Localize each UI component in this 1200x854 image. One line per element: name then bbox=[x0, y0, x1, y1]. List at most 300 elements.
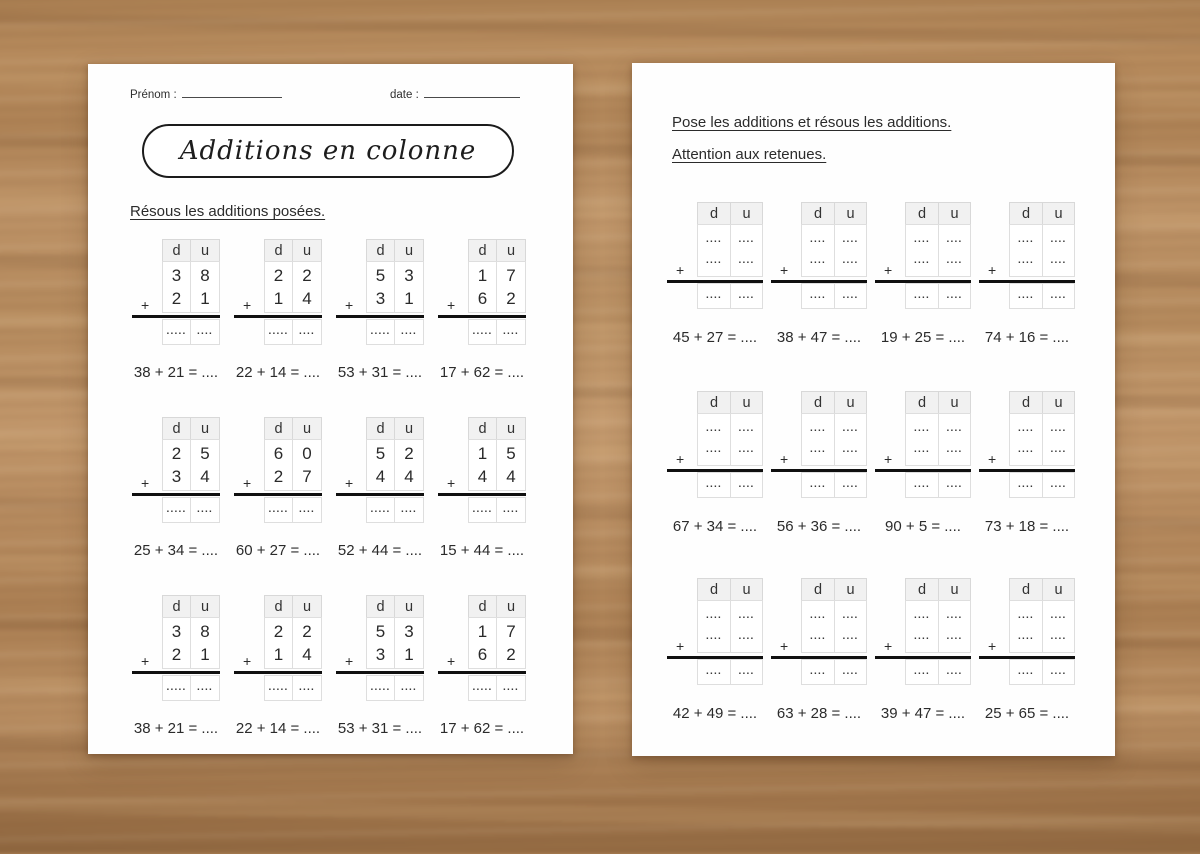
sum-line bbox=[771, 656, 867, 659]
addition-problem bbox=[336, 595, 424, 747]
units-result-cell[interactable]: .... bbox=[731, 659, 763, 685]
units-header: u bbox=[939, 578, 971, 601]
units-result-cell[interactable]: .... bbox=[395, 319, 424, 345]
units-header: u bbox=[191, 417, 220, 440]
units-result-cell[interactable]: .... bbox=[835, 283, 867, 309]
units-top-digit: 5 bbox=[506, 444, 516, 464]
problem-label: 63 + 28 = .... bbox=[776, 705, 862, 722]
plus-sign: + bbox=[988, 451, 997, 467]
tens-result-cell[interactable]: ..... bbox=[162, 497, 191, 523]
units-bottom-digit: 4 bbox=[404, 466, 414, 486]
plus-sign: + bbox=[243, 297, 252, 313]
tens-header: d bbox=[468, 417, 497, 440]
tens-bottom-digit: 6 bbox=[477, 644, 488, 664]
tens-header: d bbox=[264, 417, 293, 440]
sum-line bbox=[979, 469, 1075, 472]
write-slot-dots: .... bbox=[914, 610, 930, 622]
tens-top-digit: 1 bbox=[477, 622, 488, 642]
problem-label: 42 + 49 = .... bbox=[672, 705, 758, 722]
units-top-digit: 0 bbox=[302, 444, 312, 464]
units-top-digit: 3 bbox=[404, 622, 414, 642]
tens-column[interactable] bbox=[697, 413, 731, 466]
sum-line bbox=[438, 315, 526, 318]
units-bottom-digit: 4 bbox=[302, 644, 312, 664]
addition-problem bbox=[667, 202, 763, 356]
addition-problem bbox=[979, 578, 1075, 732]
problems-row bbox=[132, 595, 526, 747]
problems-row bbox=[667, 202, 1075, 356]
du-grid bbox=[468, 417, 526, 523]
write-slot-dots: .... bbox=[810, 630, 826, 642]
addition-problem bbox=[438, 417, 526, 569]
tens-header: d bbox=[697, 578, 731, 601]
units-bottom-digit: 4 bbox=[506, 466, 516, 486]
write-slot-dots: .... bbox=[1050, 443, 1067, 455]
sum-line bbox=[234, 315, 322, 318]
write-slot-dots: .... bbox=[738, 610, 755, 622]
problem-label: 25 + 65 = .... bbox=[984, 705, 1070, 722]
units-header: u bbox=[835, 202, 867, 225]
write-slot-dots: .... bbox=[842, 630, 859, 642]
tens-result-cell[interactable]: .... bbox=[905, 659, 939, 685]
tens-result-cell[interactable]: ..... bbox=[468, 497, 497, 523]
sum-line bbox=[438, 493, 526, 496]
tens-result-cell[interactable]: ..... bbox=[366, 497, 395, 523]
prenom-label: Prénom : bbox=[130, 89, 177, 101]
problems-row bbox=[667, 578, 1075, 732]
du-grid bbox=[697, 202, 763, 309]
units-result-cell[interactable]: .... bbox=[1043, 283, 1075, 309]
addition-problem bbox=[336, 417, 424, 569]
plus-sign: + bbox=[988, 638, 997, 654]
units-header: u bbox=[731, 202, 763, 225]
tens-result-cell[interactable]: .... bbox=[1009, 659, 1043, 685]
write-slot-dots: .... bbox=[706, 423, 722, 435]
write-slot-dots: .... bbox=[914, 443, 930, 455]
addition-problem bbox=[132, 417, 220, 569]
units-bottom-digit: 2 bbox=[506, 644, 516, 664]
write-slot-dots: .... bbox=[810, 234, 826, 246]
units-top-digit: 2 bbox=[404, 444, 414, 464]
tens-column[interactable] bbox=[697, 224, 731, 277]
tens-column bbox=[162, 617, 191, 669]
addition-problem bbox=[667, 578, 763, 732]
addition-problem bbox=[979, 202, 1075, 356]
units-result-cell[interactable]: .... bbox=[1043, 472, 1075, 498]
units-result-cell[interactable]: .... bbox=[835, 659, 867, 685]
units-column bbox=[395, 261, 424, 313]
write-slot-dots: .... bbox=[946, 234, 963, 246]
du-grid bbox=[801, 578, 867, 685]
tens-column[interactable] bbox=[801, 413, 835, 466]
units-top-digit: 8 bbox=[200, 266, 210, 286]
sum-line bbox=[234, 493, 322, 496]
problem-label: 39 + 47 = .... bbox=[880, 705, 966, 722]
units-header: u bbox=[731, 578, 763, 601]
write-slot-dots: .... bbox=[706, 610, 722, 622]
plus-sign: + bbox=[243, 653, 252, 669]
tens-bottom-digit: 3 bbox=[375, 288, 386, 308]
worksheet-title: Additions en colonne bbox=[179, 136, 477, 166]
units-bottom-digit: 7 bbox=[302, 466, 312, 486]
right-page-instruction-1: Pose les additions et résous les additions. bbox=[672, 114, 952, 131]
units-column[interactable] bbox=[731, 413, 763, 466]
tens-header: d bbox=[1009, 391, 1043, 414]
plus-sign: + bbox=[676, 638, 685, 654]
units-column bbox=[395, 617, 424, 669]
tens-column[interactable] bbox=[905, 224, 939, 277]
tens-header: d bbox=[905, 391, 939, 414]
du-grid bbox=[801, 202, 867, 309]
tens-top-digit: 1 bbox=[477, 266, 488, 286]
sum-line bbox=[979, 280, 1075, 283]
problem-label: 74 + 16 = .... bbox=[984, 329, 1070, 346]
tens-column[interactable] bbox=[1009, 224, 1043, 277]
units-column[interactable] bbox=[731, 224, 763, 277]
sum-line bbox=[667, 656, 763, 659]
tens-result-cell[interactable]: ..... bbox=[468, 675, 497, 701]
units-top-digit: 2 bbox=[302, 266, 312, 286]
addition-problem bbox=[875, 202, 971, 356]
du-grid bbox=[905, 202, 971, 309]
date-blank-line[interactable] bbox=[424, 86, 520, 98]
tens-result-cell[interactable]: ..... bbox=[468, 319, 497, 345]
units-column bbox=[293, 617, 322, 669]
write-slot-dots: .... bbox=[842, 254, 859, 266]
units-top-digit: 5 bbox=[200, 444, 210, 464]
tens-result-cell[interactable]: ..... bbox=[162, 319, 191, 345]
tens-result-cell[interactable]: ..... bbox=[264, 319, 293, 345]
tens-header: d bbox=[801, 202, 835, 225]
worksheet-page-right bbox=[632, 63, 1115, 756]
tens-header: d bbox=[366, 417, 395, 440]
tens-header: d bbox=[162, 417, 191, 440]
sum-line bbox=[771, 280, 867, 283]
units-column bbox=[293, 261, 322, 313]
sum-line bbox=[336, 671, 424, 674]
units-column bbox=[395, 439, 424, 491]
units-column bbox=[497, 617, 526, 669]
units-header: u bbox=[1043, 391, 1075, 414]
write-slot-dots: .... bbox=[914, 234, 930, 246]
tens-column[interactable] bbox=[1009, 600, 1043, 653]
sum-line bbox=[667, 469, 763, 472]
tens-column[interactable] bbox=[801, 224, 835, 277]
tens-result-cell[interactable]: ..... bbox=[366, 319, 395, 345]
units-column[interactable] bbox=[1043, 224, 1075, 277]
tens-column[interactable] bbox=[905, 413, 939, 466]
write-slot-dots: .... bbox=[1050, 610, 1067, 622]
units-column[interactable] bbox=[835, 600, 867, 653]
problems-row bbox=[132, 239, 526, 391]
prenom-field bbox=[130, 86, 282, 101]
sum-line bbox=[336, 315, 424, 318]
tens-top-digit: 3 bbox=[171, 266, 182, 286]
write-slot-dots: .... bbox=[914, 423, 930, 435]
tens-header: d bbox=[1009, 578, 1043, 601]
plus-sign: + bbox=[447, 653, 456, 669]
problem-label: 52 + 44 = .... bbox=[337, 542, 423, 559]
right-page-instruction-2: Attention aux retenues. bbox=[672, 146, 827, 163]
tens-result-cell[interactable]: .... bbox=[905, 472, 939, 498]
units-header: u bbox=[191, 239, 220, 262]
tens-result-cell[interactable]: ..... bbox=[162, 675, 191, 701]
write-slot-dots: .... bbox=[946, 630, 963, 642]
tens-top-digit: 1 bbox=[477, 444, 488, 464]
addition-problem bbox=[438, 239, 526, 391]
tens-top-digit: 3 bbox=[171, 622, 182, 642]
units-result-cell[interactable]: .... bbox=[293, 675, 322, 701]
du-grid bbox=[264, 417, 322, 523]
tens-column bbox=[468, 439, 497, 491]
plus-sign: + bbox=[447, 475, 456, 491]
sum-line bbox=[979, 656, 1075, 659]
tens-result-cell[interactable]: .... bbox=[801, 283, 835, 309]
units-result-cell[interactable]: .... bbox=[731, 283, 763, 309]
sum-line bbox=[875, 469, 971, 472]
units-bottom-digit: 4 bbox=[200, 466, 210, 486]
write-slot-dots: .... bbox=[706, 630, 722, 642]
addition-problem bbox=[771, 391, 867, 545]
units-result-cell[interactable]: .... bbox=[835, 472, 867, 498]
write-slot-dots: .... bbox=[914, 630, 930, 642]
write-slot-dots: .... bbox=[706, 443, 722, 455]
units-bottom-digit: 1 bbox=[200, 288, 210, 308]
write-slot-dots: .... bbox=[842, 423, 859, 435]
tens-column bbox=[162, 439, 191, 491]
write-slot-dots: .... bbox=[1050, 630, 1067, 642]
units-result-cell[interactable]: .... bbox=[191, 497, 220, 523]
addition-problem bbox=[132, 595, 220, 747]
problem-label: 73 + 18 = .... bbox=[984, 518, 1070, 535]
units-result-cell[interactable]: .... bbox=[1043, 659, 1075, 685]
units-result-cell[interactable]: .... bbox=[395, 497, 424, 523]
tens-header: d bbox=[162, 595, 191, 618]
units-top-digit: 8 bbox=[200, 622, 210, 642]
problems-row bbox=[132, 417, 526, 569]
tens-column[interactable] bbox=[1009, 413, 1043, 466]
plus-sign: + bbox=[676, 451, 685, 467]
worksheet-page-left bbox=[88, 64, 573, 754]
problem-label: 90 + 5 = .... bbox=[885, 518, 961, 535]
units-result-cell[interactable]: .... bbox=[731, 472, 763, 498]
write-slot-dots: .... bbox=[1018, 423, 1034, 435]
du-grid bbox=[366, 239, 424, 345]
write-slot-dots: .... bbox=[946, 443, 963, 455]
tens-bottom-digit: 2 bbox=[171, 288, 182, 308]
units-header: u bbox=[1043, 202, 1075, 225]
sum-line bbox=[771, 469, 867, 472]
write-slot-dots: .... bbox=[738, 443, 755, 455]
write-slot-dots: .... bbox=[810, 254, 826, 266]
sum-line bbox=[875, 656, 971, 659]
du-grid bbox=[905, 391, 971, 498]
units-header: u bbox=[497, 417, 526, 440]
write-slot-dots: .... bbox=[1018, 234, 1034, 246]
write-slot-dots: .... bbox=[706, 254, 722, 266]
units-column bbox=[497, 439, 526, 491]
units-header: u bbox=[293, 595, 322, 618]
plus-sign: + bbox=[345, 297, 354, 313]
tens-top-digit: 5 bbox=[375, 444, 386, 464]
plus-sign: + bbox=[676, 262, 685, 278]
plus-sign: + bbox=[447, 297, 456, 313]
problem-label: 17 + 62 = .... bbox=[439, 720, 525, 737]
tens-bottom-digit: 2 bbox=[171, 644, 182, 664]
units-column[interactable] bbox=[1043, 413, 1075, 466]
units-result-cell[interactable]: .... bbox=[939, 283, 971, 309]
problem-label: 22 + 14 = .... bbox=[235, 364, 321, 381]
write-slot-dots: .... bbox=[738, 234, 755, 246]
units-column bbox=[293, 439, 322, 491]
tens-header: d bbox=[697, 202, 731, 225]
units-header: u bbox=[1043, 578, 1075, 601]
units-header: u bbox=[939, 202, 971, 225]
title-box bbox=[142, 124, 514, 178]
problem-label: 22 + 14 = .... bbox=[235, 720, 321, 737]
tens-result-cell[interactable]: ..... bbox=[264, 497, 293, 523]
units-result-cell[interactable]: .... bbox=[293, 497, 322, 523]
units-column[interactable] bbox=[939, 224, 971, 277]
tens-header: d bbox=[162, 239, 191, 262]
prenom-blank-line[interactable] bbox=[182, 86, 282, 98]
addition-problem bbox=[336, 239, 424, 391]
tens-header: d bbox=[905, 202, 939, 225]
addition-problem bbox=[132, 239, 220, 391]
tens-result-cell[interactable]: .... bbox=[697, 283, 731, 309]
problem-label: 53 + 31 = .... bbox=[337, 720, 423, 737]
du-grid bbox=[1009, 202, 1075, 309]
write-slot-dots: .... bbox=[1018, 610, 1034, 622]
du-grid bbox=[162, 417, 220, 523]
tens-column[interactable] bbox=[697, 600, 731, 653]
units-result-cell[interactable]: .... bbox=[939, 472, 971, 498]
tens-result-cell[interactable]: .... bbox=[905, 283, 939, 309]
write-slot-dots: .... bbox=[1018, 254, 1034, 266]
write-slot-dots: .... bbox=[810, 610, 826, 622]
plus-sign: + bbox=[988, 262, 997, 278]
units-result-cell[interactable]: .... bbox=[191, 319, 220, 345]
tens-header: d bbox=[468, 595, 497, 618]
tens-result-cell[interactable]: .... bbox=[801, 472, 835, 498]
plus-sign: + bbox=[141, 653, 150, 669]
tens-result-cell[interactable]: ..... bbox=[264, 675, 293, 701]
problem-label: 25 + 34 = .... bbox=[133, 542, 219, 559]
write-slot-dots: .... bbox=[842, 610, 859, 622]
plus-sign: + bbox=[884, 262, 893, 278]
units-top-digit: 2 bbox=[302, 622, 312, 642]
units-result-cell[interactable]: .... bbox=[293, 319, 322, 345]
du-grid bbox=[697, 391, 763, 498]
sum-line bbox=[132, 315, 220, 318]
tens-result-cell[interactable]: .... bbox=[697, 472, 731, 498]
tens-bottom-digit: 4 bbox=[375, 466, 386, 486]
tens-column bbox=[366, 261, 395, 313]
tens-result-cell[interactable]: .... bbox=[1009, 283, 1043, 309]
problem-label: 53 + 31 = .... bbox=[337, 364, 423, 381]
write-slot-dots: .... bbox=[738, 630, 755, 642]
units-column[interactable] bbox=[835, 413, 867, 466]
tens-top-digit: 5 bbox=[375, 622, 386, 642]
sum-line bbox=[438, 671, 526, 674]
tens-header: d bbox=[905, 578, 939, 601]
units-top-digit: 7 bbox=[506, 622, 516, 642]
tens-column bbox=[264, 439, 293, 491]
problem-label: 56 + 36 = .... bbox=[776, 518, 862, 535]
du-grid bbox=[366, 417, 424, 523]
units-header: u bbox=[835, 578, 867, 601]
tens-column bbox=[468, 617, 497, 669]
units-column[interactable] bbox=[1043, 600, 1075, 653]
units-column[interactable] bbox=[939, 413, 971, 466]
left-page-instruction: Résous les additions posées. bbox=[130, 203, 326, 220]
units-result-cell[interactable]: .... bbox=[497, 675, 526, 701]
addition-problem bbox=[234, 239, 322, 391]
plus-sign: + bbox=[243, 475, 252, 491]
tens-result-cell[interactable]: .... bbox=[697, 659, 731, 685]
tens-header: d bbox=[366, 595, 395, 618]
plus-sign: + bbox=[884, 451, 893, 467]
sum-line bbox=[132, 493, 220, 496]
tens-result-cell[interactable]: ..... bbox=[366, 675, 395, 701]
write-slot-dots: .... bbox=[1050, 234, 1067, 246]
du-grid bbox=[1009, 391, 1075, 498]
tens-top-digit: 6 bbox=[273, 444, 284, 464]
write-slot-dots: .... bbox=[1018, 443, 1034, 455]
problems-row bbox=[667, 391, 1075, 545]
tens-header: d bbox=[697, 391, 731, 414]
units-header: u bbox=[395, 595, 424, 618]
plus-sign: + bbox=[780, 451, 789, 467]
write-slot-dots: .... bbox=[946, 423, 963, 435]
du-grid bbox=[264, 595, 322, 701]
tens-result-cell[interactable]: .... bbox=[801, 659, 835, 685]
tens-header: d bbox=[264, 595, 293, 618]
units-bottom-digit: 1 bbox=[200, 644, 210, 664]
units-column[interactable] bbox=[835, 224, 867, 277]
tens-bottom-digit: 6 bbox=[477, 288, 488, 308]
tens-header: d bbox=[1009, 202, 1043, 225]
units-result-cell[interactable]: .... bbox=[497, 319, 526, 345]
units-result-cell[interactable]: .... bbox=[191, 675, 220, 701]
units-bottom-digit: 1 bbox=[404, 644, 414, 664]
units-column[interactable] bbox=[731, 600, 763, 653]
addition-problem bbox=[875, 391, 971, 545]
write-slot-dots: .... bbox=[1018, 630, 1034, 642]
plus-sign: + bbox=[141, 475, 150, 491]
tens-bottom-digit: 3 bbox=[171, 466, 182, 486]
problem-label: 45 + 27 = .... bbox=[672, 329, 758, 346]
date-label: date : bbox=[390, 89, 419, 101]
du-grid bbox=[1009, 578, 1075, 685]
tens-column bbox=[366, 617, 395, 669]
tens-column[interactable] bbox=[905, 600, 939, 653]
du-grid bbox=[905, 578, 971, 685]
tens-column[interactable] bbox=[801, 600, 835, 653]
tens-result-cell[interactable]: .... bbox=[1009, 472, 1043, 498]
units-result-cell[interactable]: .... bbox=[395, 675, 424, 701]
write-slot-dots: .... bbox=[706, 234, 722, 246]
tens-header: d bbox=[366, 239, 395, 262]
units-result-cell[interactable]: .... bbox=[939, 659, 971, 685]
date-field bbox=[390, 86, 520, 101]
addition-problem bbox=[438, 595, 526, 747]
units-result-cell[interactable]: .... bbox=[497, 497, 526, 523]
tens-top-digit: 2 bbox=[171, 444, 182, 464]
write-slot-dots: .... bbox=[914, 254, 930, 266]
units-column[interactable] bbox=[939, 600, 971, 653]
units-bottom-digit: 2 bbox=[506, 288, 516, 308]
